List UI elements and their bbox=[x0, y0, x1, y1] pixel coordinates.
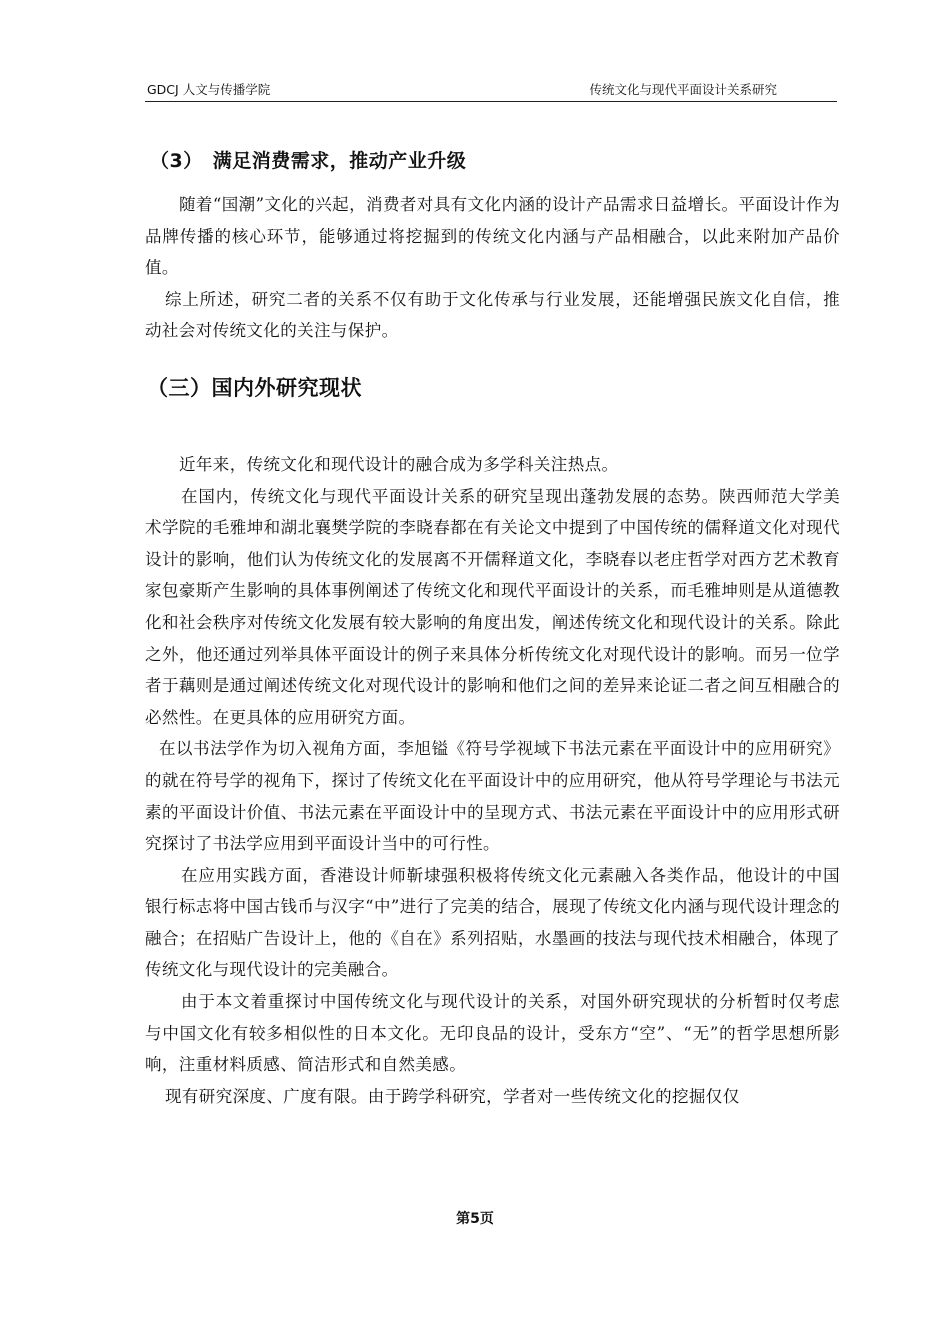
paragraph-limitations: 现有研究深度、广度有限。由于跨学科研究，学者对一些传统文化的挖掘仅仅 bbox=[165, 1086, 740, 1106]
page-number: 第5页 bbox=[456, 1211, 494, 1227]
paragraph-intro: 近年来，传统文化和现代设计的融合成为多学科关注热点。 bbox=[179, 454, 619, 474]
paragraph-domestic-research: 在国内，传统文化与现代平面设计关系的研究呈现出蓬勃发展的态势。陕西师范大学美术学院的毛雅坤和湖北襄樊学院的李晓春都在有关论文中提到了中国传统的儒释道文化对现代设计的影响，他们认为传统文化的发展离不开儒释道文化，李晓春以老庄哲学对西方艺术教育家包豪斯产生影响的具体事例阐述了传统文化和现代平面设计的关系，而毛雅坤则是从道德教化和社会秩序对传统文化发展有较大影响的角度出发，阐述传统文化和现代设计的关系。除此之外，他还通过列举具体平面设计的例子来具体分析传统文化对现代设计的影响。而另一位学者于藕则是通过阐述传统文化对现代设计的影响和他们之间的差异来论证二者之间互相融合的必然性。在更具体的应用研究方面。 bbox=[145, 486, 840, 727]
page-content bbox=[145, 146, 840, 1112]
paragraph-calligraphy: 在以书法学作为切入视角方面，李旭镒《符号学视域下书法元素在平面设计中的应用研究》的就在符号学的视角下，探讨了传统文化在平面设计中的应用研究，他从符号学理论与书法元素的平面设计价值、书法元素在平面设计中的呈现方式、书法元素在平面设计中的应用形式研究探讨了书法学应用到平面设计当中的可行性。 bbox=[145, 739, 840, 854]
paragraph-consumer-demand: 随着“国潮”文化的兴起，消费者对具有文化内涵的设计产品需求日益增长。平面设计作为品牌传播的核心环节，能够通过将挖掘到的传统文化内涵与产品相融合，以此来附加产品价值。 bbox=[145, 195, 840, 278]
paragraph-summary: 综上所述，研究二者的关系不仅有助于文化传承与行业发展，还能增强民族文化自信，推动社会对传统文化的关注与保护。 bbox=[145, 289, 840, 341]
paragraph-practice: 在应用实践方面，香港设计师靳埭强积极将传统文化元素融入各类作品，他设计的中国银行标志将中国古钱币与汉字“中”进行了完美的结合，展现了传统文化内涵与现代设计理念的融合；在招贴广告设计上，他的《自在》系列招贴，水墨画的技法与现代技术相融合，体现了传统文化与现代设计的完美融合。 bbox=[145, 865, 840, 980]
paragraph-foreign-research: 由于本文着重探讨中国传统文化与现代设计的关系，对国外研究现状的分析暂时仅考虑与中国文化有较多相似性的日本文化。无印良品的设计，受东方“空”、“无”的哲学思想所影响，注重材料质感、简洁形式和自然美感。 bbox=[145, 992, 840, 1075]
header-document-title: 传统文化与现代平面设计关系研究 bbox=[589, 82, 777, 97]
header-institution: GDCJ 人文与传播学院 bbox=[147, 82, 271, 97]
sub-heading: （3） 满足消费需求，推动产业升级 bbox=[150, 150, 467, 172]
section-heading: （三）国内外研究现状 bbox=[147, 375, 362, 400]
page-header bbox=[145, 80, 837, 102]
